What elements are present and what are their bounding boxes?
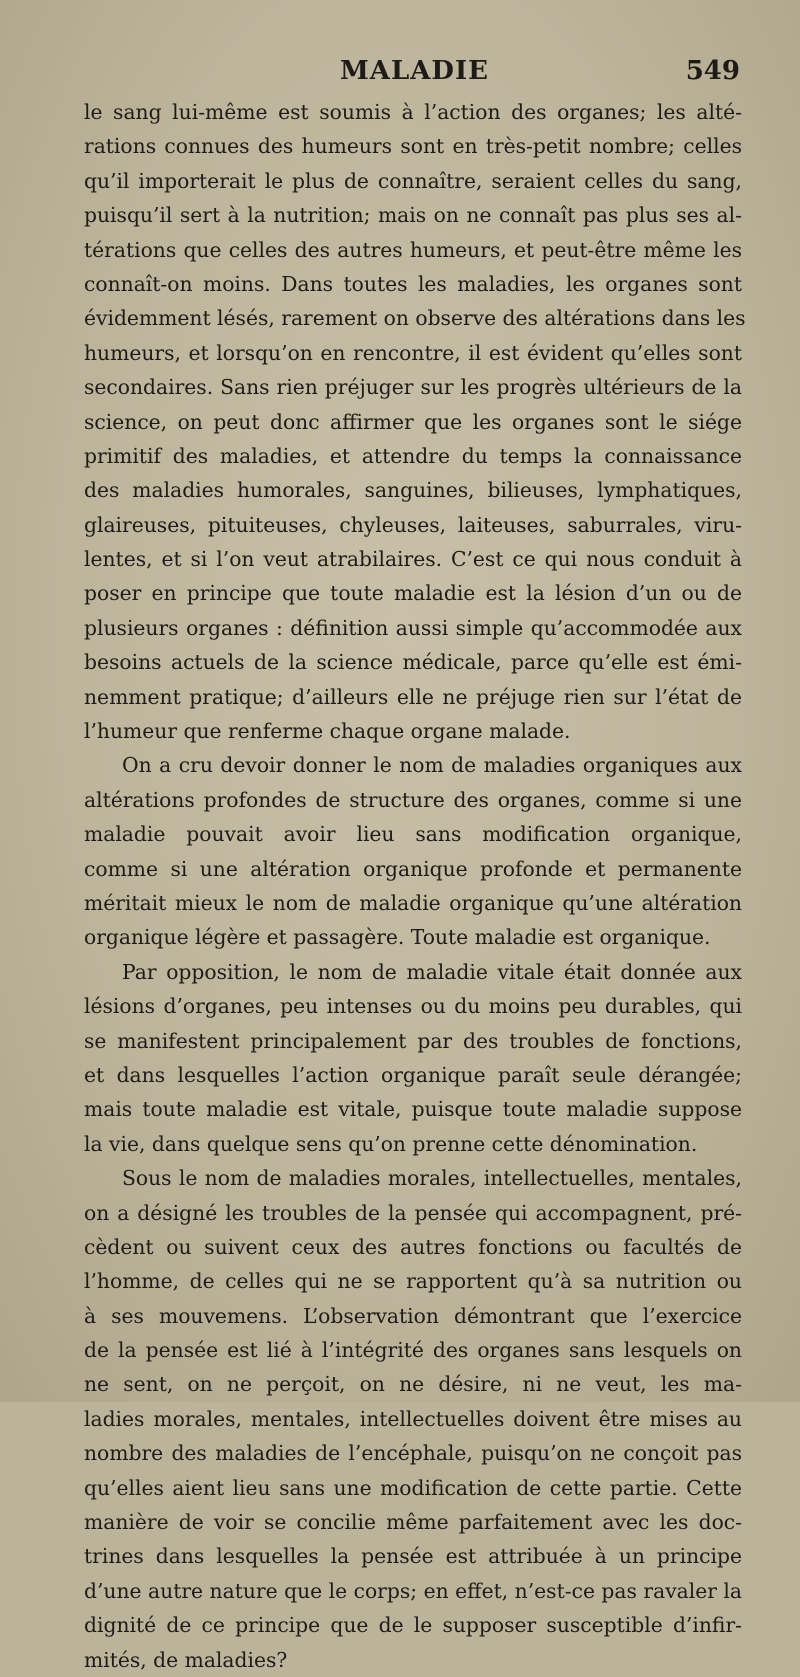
text-line: se manifestent principalement par des troubles de fonctions, xyxy=(84,1028,742,1053)
text-line: manière de voir se concilie même parfaitement avec les doc- xyxy=(84,1510,742,1535)
text-line: primitif des maladies, et attendre du temps la connaissance xyxy=(84,443,742,468)
page-header xyxy=(80,56,740,96)
text-line: puisqu’il sert à la nutrition; mais on ne connaît pas plus ses al- xyxy=(84,203,742,228)
text-line: le sang lui-même est soumis à l’action des organes; les alté- xyxy=(84,100,742,124)
text-line: humeurs, et lorsqu’on en rencontre, il est évident qu’elles sont xyxy=(84,340,742,365)
text-line: mités, de maladies? xyxy=(84,1647,288,1672)
text-line: cèdent ou suivent ceux des autres fonctions ou facultés de xyxy=(84,1234,742,1259)
running-title: MALADIE xyxy=(340,56,489,86)
text-line: altérations profondes de structure des organes, comme si une xyxy=(84,787,742,812)
text-line: nombre des maladies de l’encéphale, puisqu’on ne conçoit pas xyxy=(84,1441,742,1466)
text-line: des maladies humorales, sanguines, bilieuses, lymphatiques, xyxy=(84,478,742,503)
text-line: d’une autre nature que le corps; en effet, n’est-ce pas ravaler la xyxy=(84,1578,742,1603)
text-line: rations connues des humeurs sont en très-petit nombre; celles xyxy=(84,134,742,159)
text-line: à ses mouvemens. L’observation démontrant que l’exercice xyxy=(84,1303,742,1328)
text-line: poser en principe que toute maladie est la lésion d’un ou de xyxy=(84,581,742,606)
text-line: on a désigné les troubles de la pensée qui accompagnent, pré- xyxy=(84,1200,742,1225)
text-line: Par opposition, le nom de maladie vitale était donnée aux xyxy=(122,959,742,984)
text-line: l’homme, de celles qui ne se rapportent qu’à sa nutrition ou xyxy=(84,1269,742,1294)
text-line: glaireuses, pituiteuses, chyleuses, laiteuses, saburrales, viru- xyxy=(84,512,742,537)
text-line: maladie pouvait avoir lieu sans modification organique, xyxy=(84,822,742,847)
text-line: qu’il importerait le plus de connaître, seraient celles du sang, xyxy=(84,168,742,193)
text-line: térations que celles des autres humeurs, et peut-être même les xyxy=(84,237,742,262)
text-line: lésions d’organes, peu intenses ou du moins peu durables, qui xyxy=(84,994,742,1019)
text-line: méritait mieux le nom de maladie organique qu’une altération xyxy=(84,890,742,915)
text-line: qu’elles aient lieu sans une modification de cette partie. Cette xyxy=(84,1475,742,1500)
body-text xyxy=(84,95,746,1677)
text-line: lentes, et si l’on veut atrabilaires. C’est ce qui nous conduit à xyxy=(84,547,742,572)
text-line: l’humeur que renferme chaque organe malade. xyxy=(84,719,571,744)
text-line: ne sent, on ne perçoit, on ne désire, ni ne veut, les ma- xyxy=(84,1372,742,1397)
text-line: ladies morales, mentales, intellectuelles doivent être mises au xyxy=(84,1406,742,1431)
text-line: Sous le nom de maladies morales, intellectuelles, mentales, xyxy=(122,1166,742,1191)
text-line: mais toute maladie est vitale, puisque toute maladie suppose xyxy=(84,1097,742,1122)
text-line: secondaires. Sans rien préjuger sur les progrès ultérieurs de la xyxy=(84,375,742,400)
text-line: trines dans lesquelles la pensée est attribuée à un principe xyxy=(84,1544,742,1569)
text-line: On a cru devoir donner le nom de maladies organiques aux xyxy=(122,753,742,778)
text-line: organique légère et passagère. Toute maladie est organique. xyxy=(84,925,711,950)
text-line: et dans lesquelles l’action organique paraît seule dérangée; xyxy=(84,1062,742,1087)
text-line: connaît-on moins. Dans toutes les maladies, les organes sont xyxy=(84,271,742,296)
text-line: besoins actuels de la science médicale, parce qu’elle est émi- xyxy=(84,650,742,675)
page-number: 549 xyxy=(685,56,740,86)
text-line: la vie, dans quelque sens qu’on prenne cette dénomination. xyxy=(84,1131,698,1156)
text-line: évidemment lésés, rarement on observe des altérations dans les xyxy=(84,306,746,331)
text-line: plusieurs organes : définition aussi simple qu’accommodée aux xyxy=(84,615,742,640)
text-line: dignité de ce principe que de le supposer susceptible d’infir- xyxy=(84,1613,742,1638)
text-line: comme si une altération organique profonde et permanente xyxy=(84,856,742,881)
text-line: nemment pratique; d’ailleurs elle ne préjuge rien sur l’état de xyxy=(84,684,742,709)
text-line: science, on peut donc affirmer que les organes sont le siége xyxy=(84,409,742,434)
text-line: de la pensée est lié à l’intégrité des organes sans lesquels on xyxy=(84,1338,742,1363)
